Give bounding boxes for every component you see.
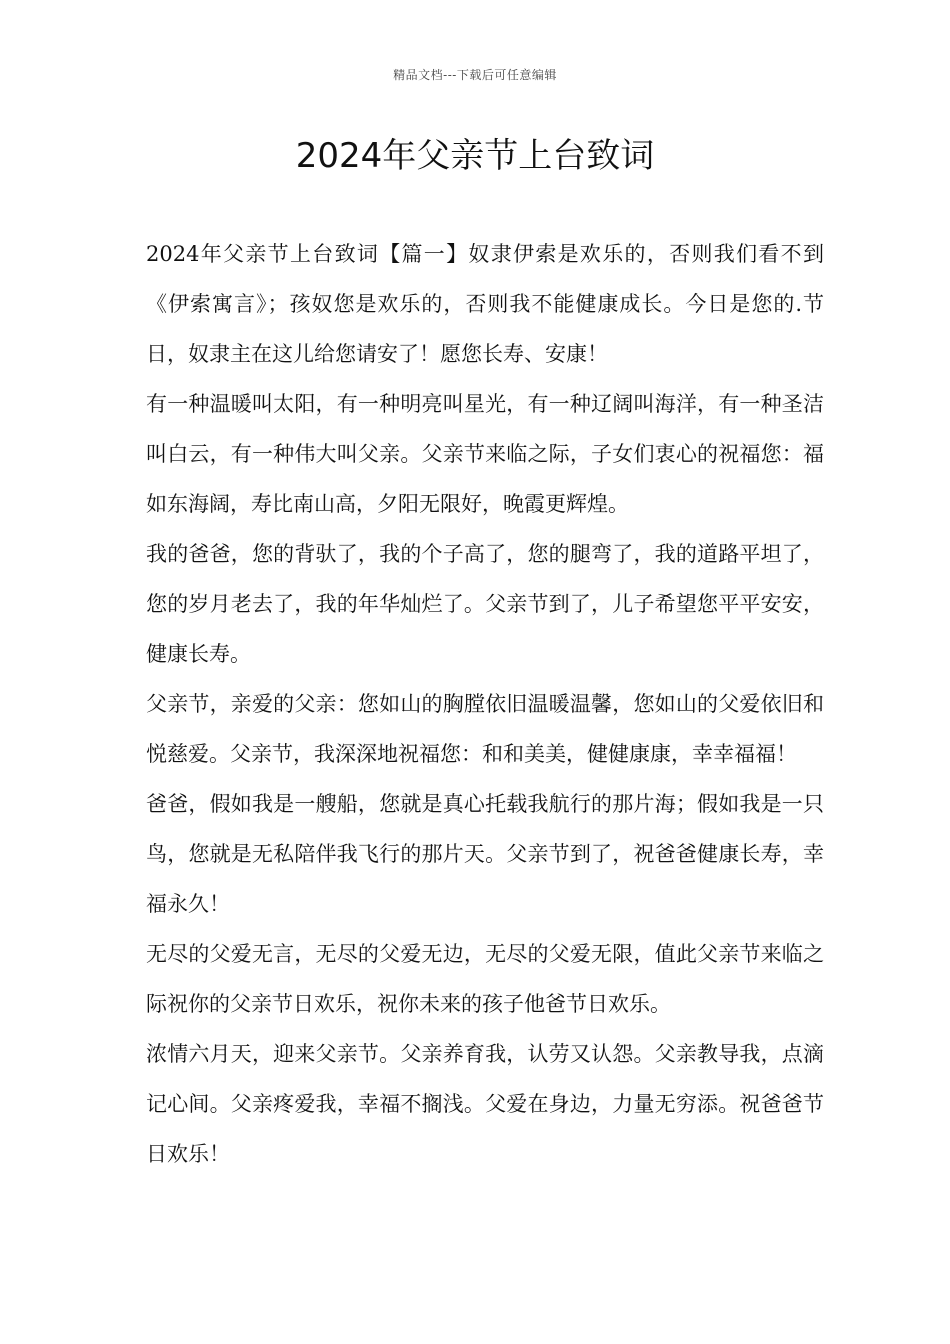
paragraph-5: 爸爸，假如我是一艘船，您就是真心托载我航行的那片海；假如我是一只鸟，您就是无私陪伴我飞行的那片天。父亲节到了，祝爸爸健康长寿，幸福永久！ [146, 792, 824, 916]
paragraph-3: 我的爸爸，您的背驮了，我的个子高了，您的腿弯了，我的道路平坦了，您的岁月老去了，我的年华灿烂了。父亲节到了，儿子希望您平平安安，健康长寿。 [146, 542, 824, 666]
paragraph-6: 无尽的父爱无言，无尽的父爱无边，无尽的父爱无限，值此父亲节来临之际祝你的父亲节日欢乐，祝你未来的孩子他爸节日欢乐。 [146, 942, 824, 1016]
document-body [146, 229, 824, 1179]
paragraph-7: 浓情六月天，迎来父亲节。父亲养育我，认劳又认怨。父亲教导我，点滴记心间。父亲疼爱我，幸福不搁浅。父爱在身边，力量无穷添。祝爸爸节日欢乐！ [146, 1042, 824, 1166]
paragraph-4: 父亲节，亲爱的父亲：您如山的胸膛依旧温暖温馨，您如山的父爱依旧和悦慈爱。父亲节，我深深地祝福您：和和美美，健健康康，幸幸福福！ [146, 692, 824, 766]
page-title: 2024年父亲节上台致词 [295, 136, 655, 176]
paragraph-2: 有一种温暖叫太阳，有一种明亮叫星光，有一种辽阔叫海洋，有一种圣洁叫白云，有一种伟大叫父亲。父亲节来临之际，子女们衷心的祝福您：福如东海阔，寿比南山高，夕阳无限好，晚霞更辉煌。 [146, 392, 824, 516]
page-header: 精品文档---下载后可任意编辑 [393, 68, 557, 82]
paragraph-1: 2024年父亲节上台致词【篇一】奴隶伊索是欢乐的，否则我们看不到《伊索寓言》；孩奴您是欢乐的，否则我不能健康成长。今日是您的.节日，奴隶主在这儿给您请安了！愿您长寿、安康！ [146, 242, 824, 366]
